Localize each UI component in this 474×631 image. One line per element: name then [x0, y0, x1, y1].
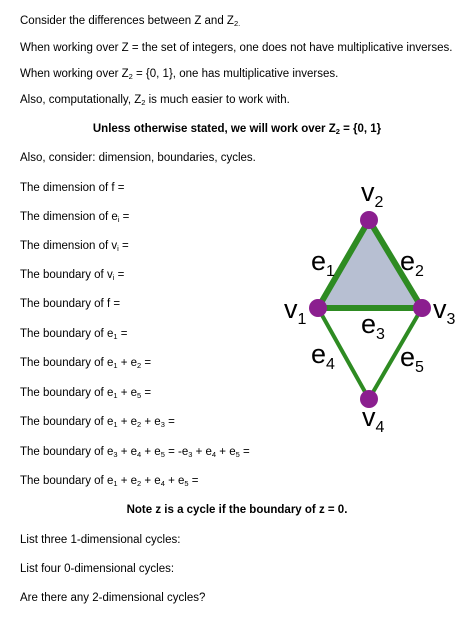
label-e4: $e_4$ [311, 339, 335, 373]
line-boundary-e3-e4-e5: The boundary of $e_3 + e_4 + e_5 = -e_3 + e_4 + e_5$ = [20, 446, 250, 459]
label-v2: $v_2$ [361, 177, 384, 211]
line-boundary-e1: The boundary of $e_1$ = [20, 328, 128, 341]
line-boundary-e1-e2-e3: The boundary of $e_1 + e_2 + e_3$ = [20, 416, 175, 429]
line-6: Also, consider: dimension, boundaries, cycles. [20, 152, 256, 164]
vertex-v1 [309, 299, 327, 317]
question-1d-cycles: List three 1-dimensional cycles: [20, 534, 181, 546]
line-boundary-e1-e2-e4-e5: The boundary of $e_1 + e_2 + e_4 + e_5$ = [20, 475, 199, 488]
line-boundary-e1-e5: The boundary of $e_1 + e_5$ = [20, 387, 152, 400]
question-2d-cycles: Are there any 2-dimensional cycles? [20, 592, 206, 604]
line-dimension-f: The dimension of f = [20, 182, 125, 194]
label-v1: $v_1$ [284, 294, 307, 328]
line-dimension-ei: The dimension of $e_i$ = [20, 211, 130, 224]
vertex-v2 [360, 211, 378, 229]
label-e2: $e_2$ [400, 246, 424, 280]
label-e1: $e_1$ [311, 246, 335, 280]
vertex-v3 [413, 299, 431, 317]
line-5-bold: Unless otherwise stated, we will work over $Z_2 = \{0$, 1} [92, 123, 382, 136]
line-4: Also, computationally, $Z_2$ is much easier to work with. [20, 94, 290, 107]
line-boundary-f: The boundary of f = [20, 298, 121, 310]
label-v4: $v_4$ [362, 402, 385, 436]
line-dimension-vi: The dimension of $v_i$ = [20, 240, 129, 253]
line-1: Consider the differences between Z and $Z_{2.}$ [20, 15, 241, 28]
question-0d-cycles: List four 0-dimensional cycles: [20, 563, 175, 575]
line-3: When working over $Z_2 = \{0$, 1}, one has multiplicative inverses. [20, 68, 339, 81]
note-cycle-definition: Note z is a cycle if the boundary of z = 0. [126, 504, 348, 516]
line-2: When working over Z = the set of integers, one does not have multiplicative inverses. [20, 42, 453, 54]
line-boundary-e1-e2: The boundary of $e_1 + e_2$ = [20, 357, 152, 370]
line-boundary-vi: The boundary of $v_i$ = [20, 269, 125, 282]
label-e5: $e_5$ [400, 342, 424, 376]
label-e3: $e_3$ [361, 309, 385, 343]
label-v3: $v_3$ [433, 294, 456, 328]
